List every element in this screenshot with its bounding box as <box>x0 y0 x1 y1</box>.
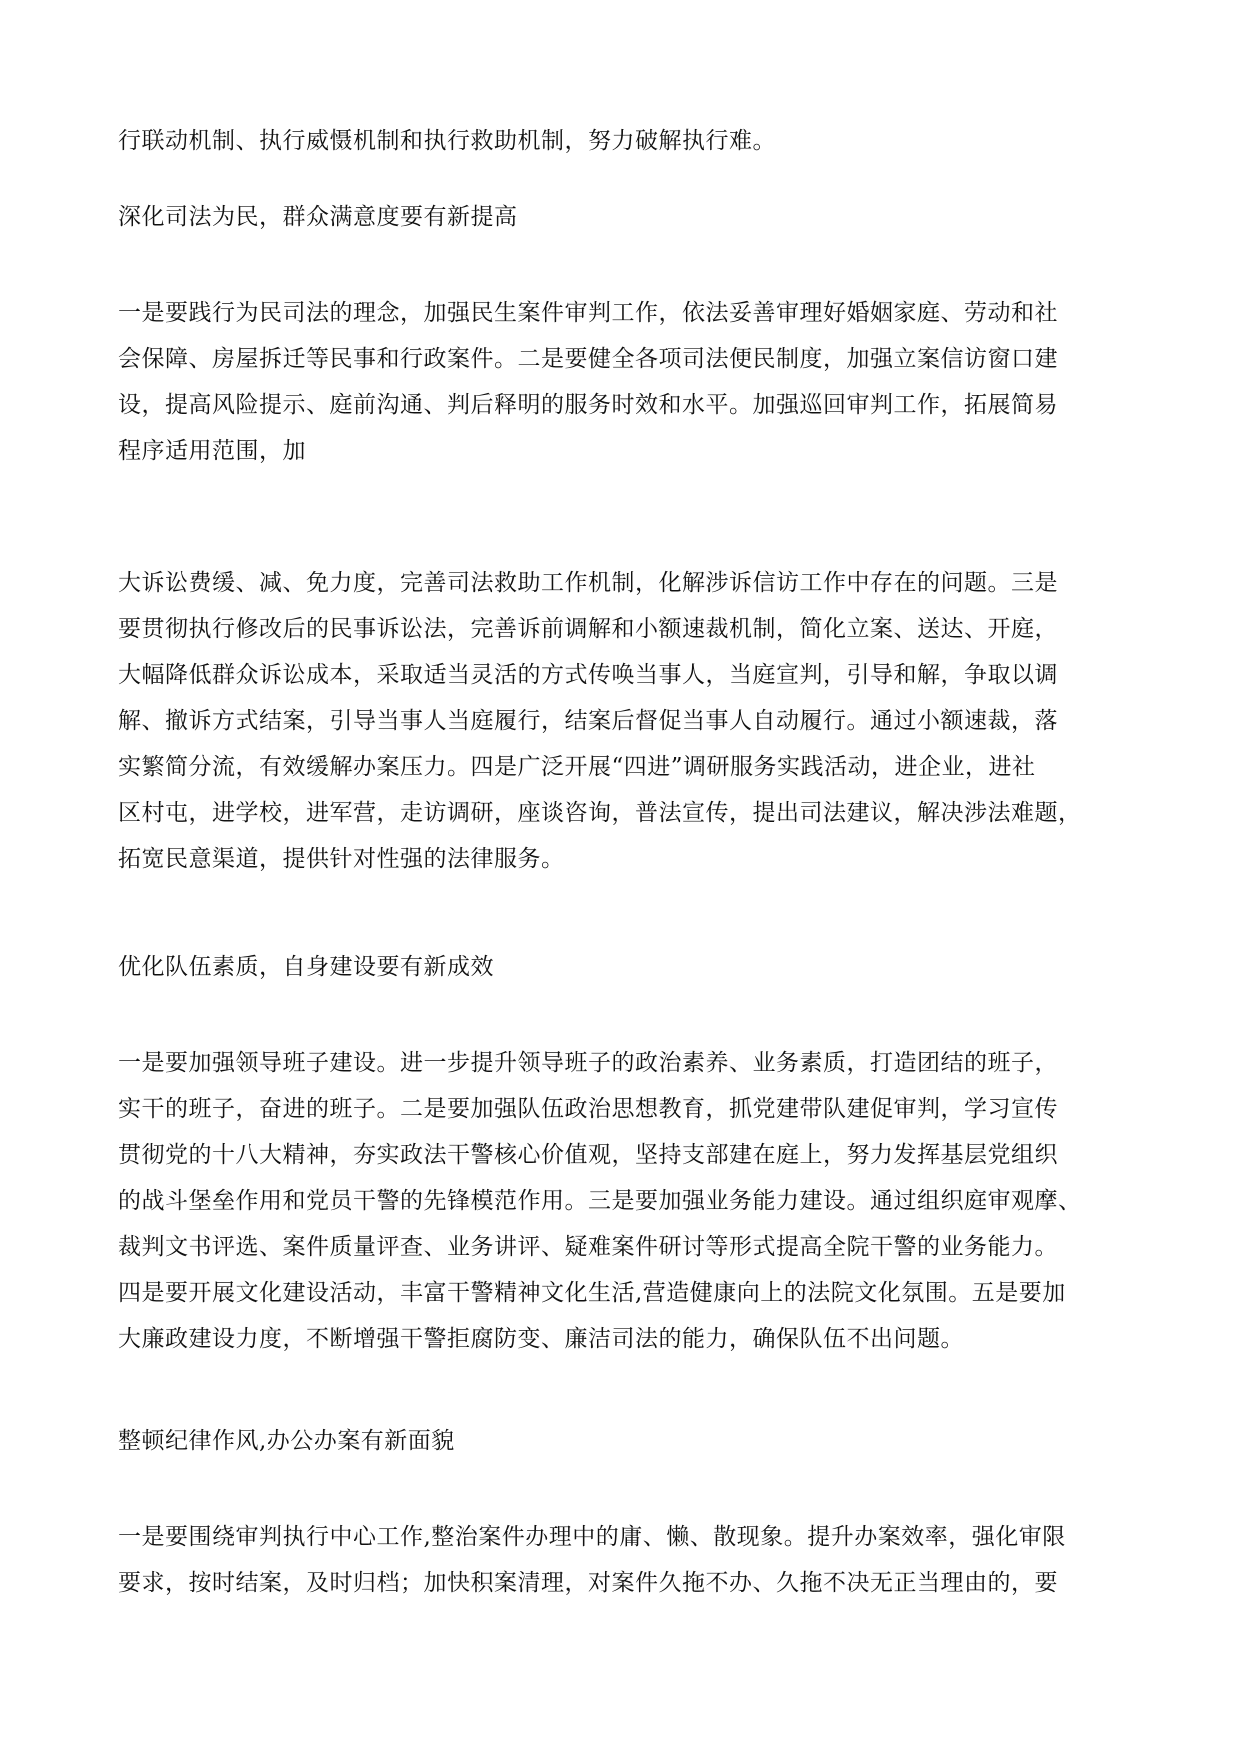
text-line: 区村屯，进学校，进军营，走访调研，座谈咨询，普法宣传，提出司法建议，解决涉法难题， <box>118 800 1082 826</box>
text-line: 一是要践行为民司法的理念，加强民生案件审判工作，依法妥善审理好婚姻家庭、劳动和社 <box>118 300 1058 326</box>
heading-text: 整顿纪律作风,办公办案有新面貌 <box>118 1428 455 1454</box>
text-line: 贯彻党的十八大精神，夯实政法干警核心价值观，坚持支部建在庭上，努力发挥基层党组织 <box>118 1142 1058 1168</box>
text-line: 的战斗堡垒作用和党员干警的先锋模范作用。三是要加强业务能力建设。通过组织庭审观摩、 <box>118 1188 1082 1214</box>
text-line: 四是要开展文化建设活动，丰富干警精神文化生活,营造健康向上的法院文化氛围。五是要加 <box>118 1280 1066 1306</box>
text-line: 实干的班子，奋进的班子。二是要加强队伍政治思想教育，抓党建带队建促审判，学习宣传 <box>118 1096 1058 1122</box>
section-heading <box>118 944 1128 990</box>
text-line: 实繁简分流，有效缓解办案压力。四是广泛开展“四进”调研服务实践活动，进企业，进社 <box>118 754 1036 780</box>
text-line: 会保障、房屋拆迁等民事和行政案件。二是要健全各项司法便民制度，加强立案信访窗口建 <box>118 346 1058 372</box>
text-line: 设，提高风险提示、庭前沟通、判后释明的服务时效和水平。加强巡回审判工作，拓展简易 <box>118 392 1058 418</box>
text-line: 一是要加强领导班子建设。进一步提升领导班子的政治素养、业务素质，打造团结的班子， <box>118 1050 1058 1076</box>
paragraph <box>118 118 1128 164</box>
text-line: 行联动机制、执行威慑机制和执行救助机制，努力破解执行难。 <box>118 128 776 154</box>
section-heading <box>118 194 1128 240</box>
text-line: 拓宽民意渠道，提供针对性强的法律服务。 <box>118 846 565 872</box>
text-line: 要求，按时结案，及时归档；加快积案清理，对案件久拖不办、久拖不决无正当理由的，要 <box>118 1570 1058 1596</box>
text-line: 要贯彻执行修改后的民事诉讼法，完善诉前调解和小额速裁机制，简化立案、送达、开庭， <box>118 616 1058 642</box>
section-heading <box>118 1418 1128 1464</box>
text-line: 大幅降低群众诉讼成本，采取适当灵活的方式传唤当事人，当庭宣判，引导和解，争取以调 <box>118 662 1058 688</box>
paragraph <box>118 1040 1128 1362</box>
paragraph <box>118 560 1128 882</box>
heading-text: 优化队伍素质，自身建设要有新成效 <box>118 954 494 980</box>
text-line: 解、撤诉方式结案，引导当事人当庭履行，结案后督促当事人自动履行。通过小额速裁，落 <box>118 708 1058 734</box>
text-line: 大廉政建设力度，不断增强干警拒腐防变、廉洁司法的能力，确保队伍不出问题。 <box>118 1326 964 1352</box>
text-line: 程序适用范围，加 <box>118 438 306 464</box>
text-line: 大诉讼费缓、减、免力度，完善司法救助工作机制，化解涉诉信访工作中存在的问题。三是 <box>118 570 1058 596</box>
text-line: 裁判文书评选、案件质量评查、业务讲评、疑难案件研讨等形式提高全院干警的业务能力。 <box>118 1234 1058 1260</box>
paragraph <box>118 1514 1128 1606</box>
paragraph <box>118 290 1128 474</box>
heading-text: 深化司法为民，群众满意度要有新提高 <box>118 204 518 230</box>
text-line: 一是要围绕审判执行中心工作,整治案件办理中的庸、懒、散现象。提升办案效率，强化审限 <box>118 1524 1066 1550</box>
